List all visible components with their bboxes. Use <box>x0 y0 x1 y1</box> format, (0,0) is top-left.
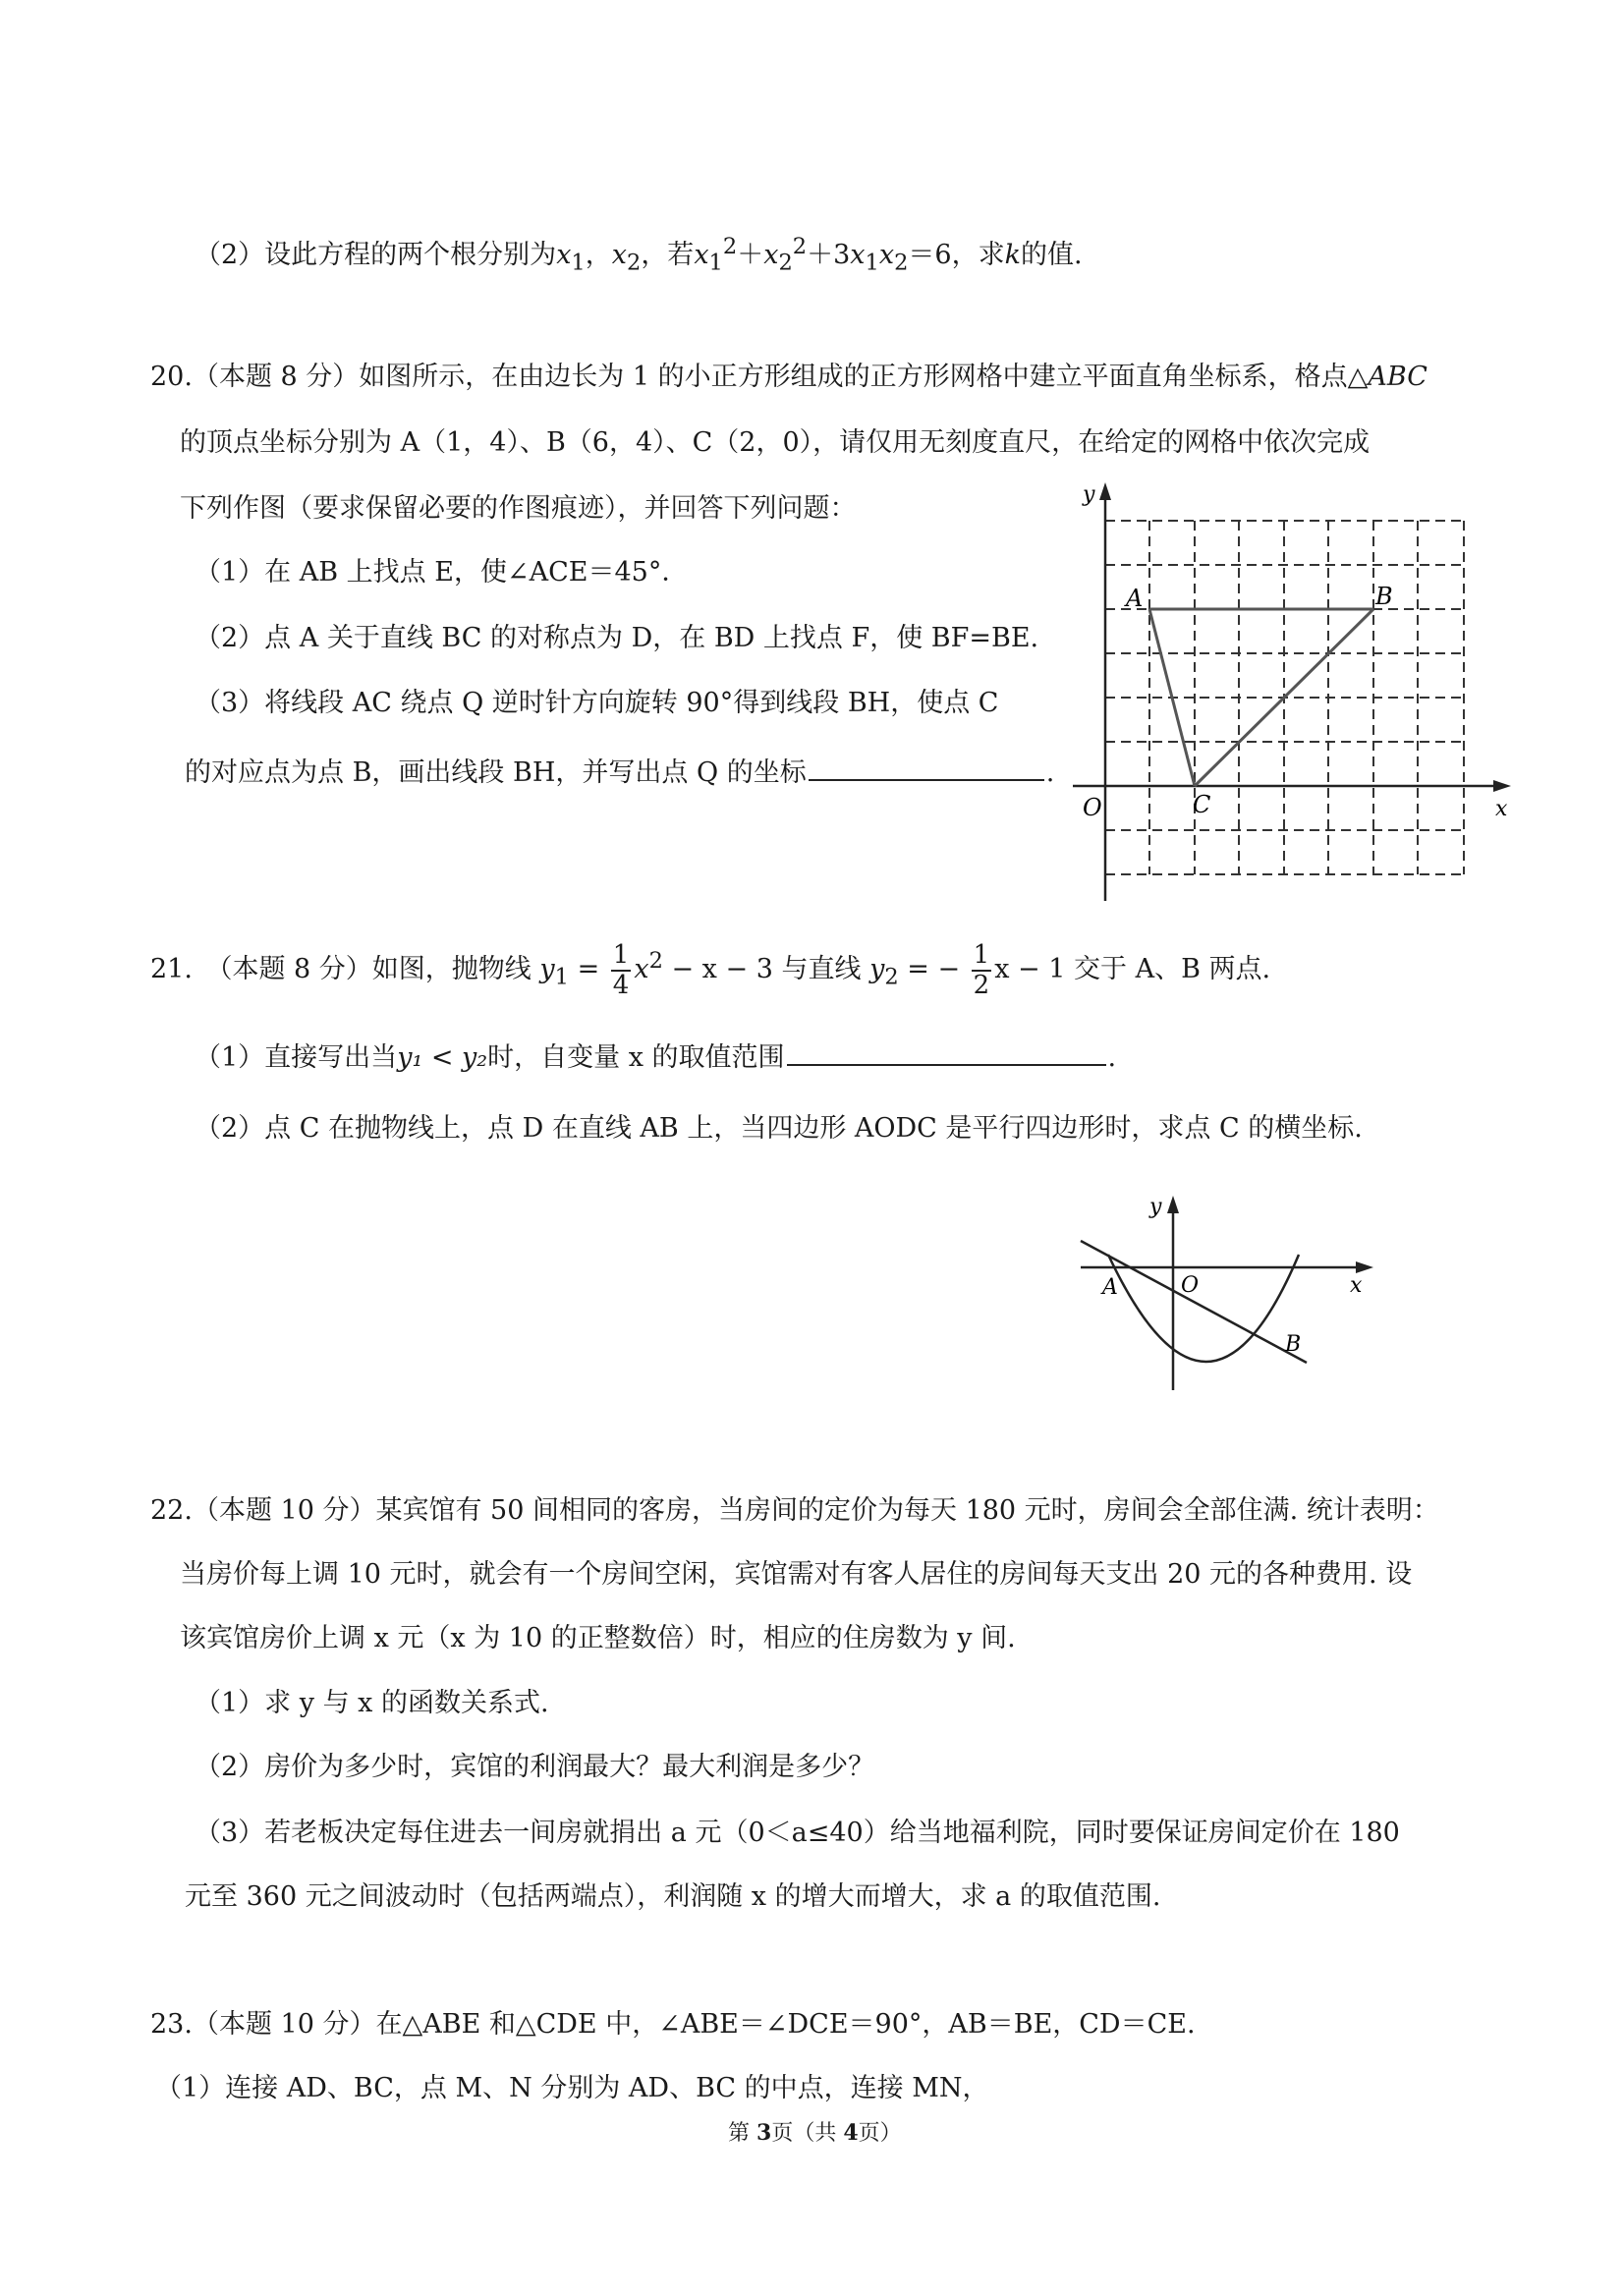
q20-part2: （2）点 A 关于直线 BC 的对称点为 D，在 BD 上找点 F，使 BF=BE. <box>195 623 1039 653</box>
point-a-label: A <box>1102 1275 1118 1300</box>
origin-label: O <box>1083 794 1102 821</box>
answer-blank-q21 <box>787 1036 1106 1066</box>
q20-grid-figure <box>1061 476 1523 914</box>
q19-part2: （2）设此方程的两个根分别为$x_1$，$x_2$，若$x_1^2+x_2^2+3x_1x_2=6$，求k的值. <box>195 234 1083 276</box>
q21-line1: 21. （本题 8 分）如图，抛物线 $y_1$ = $\frac{1}{4}$ $x^2 - x - 3$ 与直线 $y_2$ = − $\frac{1}{2}$ x − 1 交于 A、B 两点. <box>150 940 1271 1000</box>
q20-line2: 的顶点坐标分别为 A（1，4）、B（6，4）、C（2，0），请仅用无刻度直尺，在给定的网格中依次完成 <box>180 427 1371 458</box>
q20-part1: （1）在 AB 上找点 E，使∠ACE＝45°． <box>195 557 689 588</box>
q22-part3-cont: 元至 360 元之间波动时（包括两端点），利润随 x 的增大而增大，求 a 的取值范围. <box>185 1881 1161 1912</box>
q21-part1: （1）直接写出当y₁ < y₂时，自变量 x 的取值范围 . <box>195 1036 1116 1074</box>
page-footer: 第 3页（共 4页） <box>728 2120 902 2146</box>
point-c-label: C <box>1193 791 1211 818</box>
fraction-one-half: $\frac{1}{2}$ <box>973 940 990 1000</box>
q20-part3-cont: 的对应点为点 B，画出线段 BH，并写出点 Q 的坐标 . <box>185 752 1054 789</box>
x-axis-label: x <box>1350 1273 1363 1298</box>
q20-line1: 20.（本题 8 分）如图所示，在由边长为 1 的小正方形组成的正方形网格中建立平面直角坐标系，格点△ABC <box>150 362 1427 392</box>
q22-part3: （3）若老板决定每住进去一间房就捐出 a 元（0＜a≤40）给当地福利院，同时要保证房间定价在 180 <box>195 1818 1400 1848</box>
q23-line1: 23.（本题 10 分）在△ABE 和△CDE 中，∠ABE＝∠DCE＝90°，AB＝BE，CD＝CE. <box>150 2009 1196 2040</box>
q20-part3: （3）将线段 AC 绕点 Q 逆时针方向旋转 90°得到线段 BH，使点 C <box>195 688 999 718</box>
line-ab <box>1081 1241 1307 1363</box>
answer-blank-q20 <box>809 752 1044 781</box>
q21-parabola-figure <box>1071 1184 1385 1395</box>
y-axis-label: y <box>1083 482 1095 507</box>
point-b-label: B <box>1375 583 1393 610</box>
y-axis-label: y <box>1149 1195 1162 1219</box>
q22-line3: 该宾馆房价上调 x 元（x 为 10 的正整数倍）时，相应的住房数为 y 间. <box>180 1623 1016 1653</box>
q21-part2: （2）点 C 在抛物线上，点 D 在直线 AB 上，当四边形 AODC 是平行四边形时，求点 C 的横坐标. <box>195 1113 1363 1144</box>
axes <box>1081 1196 1373 1390</box>
x-axis-label: x <box>1495 797 1508 821</box>
q22-line2: 当房价每上调 10 元时，就会有一个房间空闲，宾馆需对有客人居住的房间每天支出 20 元的各种费用. 设 <box>180 1559 1413 1590</box>
point-b-label: B <box>1285 1332 1302 1357</box>
q22-part1: （1）求 y 与 x 的函数关系式. <box>195 1688 549 1718</box>
origin-label: O <box>1181 1273 1200 1298</box>
fraction-one-quarter: $\frac{1}{4}$ <box>612 940 630 1000</box>
point-a-label: A <box>1126 585 1144 612</box>
q20-line3: 下列作图（要求保留必要的作图痕迹），并回答下列问题： <box>180 493 857 524</box>
q22-part2: （2）房价为多少时，宾馆的利润最大？最大利润是多少？ <box>195 1752 875 1782</box>
q23-part1: （1）连接 AD、BC，点 M、N 分别为 AD、BC 的中点，连接 MN， <box>155 2073 989 2103</box>
triangle-abc <box>1149 609 1373 786</box>
q22-line1: 22.（本题 10 分）某宾馆有 50 间相同的客房，当房间的定价为每天 180 元时，房间会全部住满. 统计表明： <box>150 1495 1439 1526</box>
